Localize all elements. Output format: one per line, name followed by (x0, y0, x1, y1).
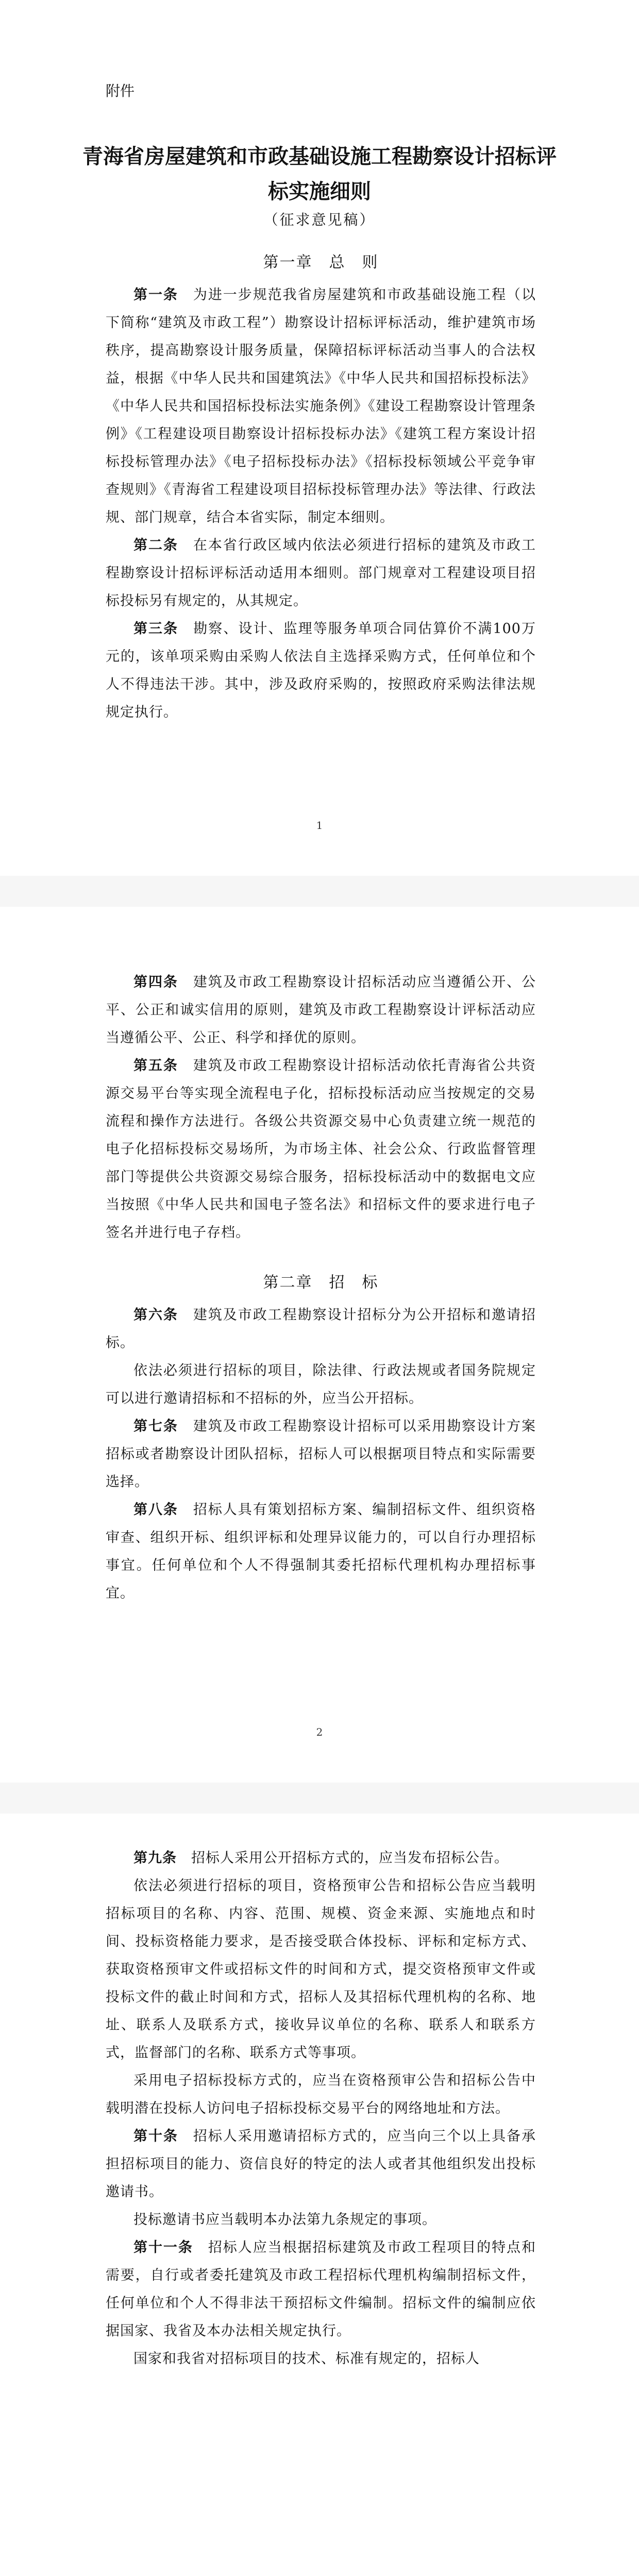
page-gap (0, 1783, 639, 1814)
article-text: 招标人应当根据招标建筑及市政工程项目的特点和需要，自行或者委托建筑及市政工程招标代理机构编制招标文件，任何单位和个人不得非法干预招标文件编制。招标文件的编制应依据国家、我省及本办法相关规定执行。 (106, 2240, 536, 2339)
article-number: 第十一条 (133, 2240, 193, 2256)
chapter-2-title: 第二章 招 标 (263, 1274, 379, 1292)
page-3-body (106, 1844, 536, 2373)
article-text: 建筑及市政工程勘察设计招标可以采用勘察设计方案招标或者勘察设计团队招标，招标人可以根据项目特点和实际需要选择。 (106, 1418, 536, 1490)
attachment-label: 附件 (106, 82, 135, 99)
article-number: 第五条 (133, 1058, 178, 1074)
article-1 (106, 281, 536, 532)
article-2 (106, 532, 536, 615)
article-9 (106, 1844, 536, 1872)
chapter-1-title: 第一章 总 则 (263, 253, 379, 272)
article-text: 建筑及市政工程勘察设计招标活动依托青海省公共资源交易平台等实现全流程电子化，招标投标活动应当按规定的交易流程和操作方法进行。各级公共资源交易中心负责建立统一规范的电子化招标投标交易场所，为市场主体、社会公众、行政监督管理部门等提供公共资源交易综合服务，招标投标活动中的数据电文应当按照《中华人民共和国电子签名法》和招标文件的要求进行电子签名并进行电子存档。 (106, 1058, 536, 1241)
article-11 (106, 2234, 536, 2345)
article-number: 第九条 (133, 1850, 177, 1866)
article-number: 第七条 (133, 1418, 178, 1434)
article-text: 招标人采用邀请招标方式的，应当向三个以上具备承担招标项目的能力、资信良好的特定的法人或者其他组织发出投标邀请书。 (106, 2128, 536, 2200)
article-10-paragraph-2: 投标邀请书应当载明本办法第九条规定的事项。 (133, 2212, 436, 2228)
article-text: 为进一步规范我省房屋建筑和市政基础设施工程（以下简称“建筑及市政工程”）勘察设计招标评标活动，维护建筑市场秩序，提高勘察设计服务质量，保障招标评标活动当事人的合法权益，根据《中华人民共和国建筑法》《中华人民共和国招标投标法》《中华人民共和国招标投标法实施条例》《建设工程勘察设计管理条例》《工程建设项目勘察设计招标投标办法》《建筑工程方案设计招标投标管理办法》《电子招标投标办法》《招标投标领域公平竞争审查规则》《青海省工程建设项目招标投标管理办法》等法律、行政法规、部门规章，结合本省实际，制定本细则。 (106, 287, 536, 526)
page-1 (0, 0, 639, 876)
article-number: 第六条 (133, 1307, 178, 1323)
article-number: 第八条 (133, 1502, 178, 1518)
article-text: 招标人采用公开招标方式的，应当发布招标公告。 (191, 1850, 509, 1866)
document-title: 青海省房屋建筑和市政基础设施工程勘察设计招标评标实施细则 (82, 145, 557, 204)
article-number: 第四条 (133, 974, 178, 990)
page-2-body (106, 969, 536, 1607)
article-text: 建筑及市政工程勘察设计招标分为公开招标和邀请招标。 (106, 1307, 536, 1351)
article-number: 第三条 (133, 621, 179, 637)
article-number: 第一条 (133, 287, 178, 303)
page-1-body (106, 247, 536, 726)
page-3 (0, 1814, 639, 2576)
article-text: 建筑及市政工程勘察设计招标活动应当遵循公开、公平、公正和诚实信用的原则，建筑及市政工程勘察设计评标活动应当遵循公平、公正、科学和择优的原则。 (106, 974, 536, 1046)
page-gap (0, 876, 639, 907)
article-6 (106, 1301, 536, 1357)
article-number: 第二条 (133, 537, 178, 553)
document-subtitle: （征求意见稿） (263, 211, 376, 228)
page-number: 2 (316, 1726, 323, 1738)
page-number: 1 (316, 819, 323, 832)
article-5 (106, 1052, 536, 1247)
article-3 (106, 615, 536, 726)
article-6-paragraph: 依法必须进行招标的项目，除法律、行政法规或者国务院规定可以进行邀请招标和不招标的外，应当公开招标。 (106, 1363, 536, 1406)
article-9-paragraph-2: 依法必须进行招标的项目，资格预审公告和招标公告应当载明招标项目的名称、内容、范围、规模、资金来源、实施地点和时间、投标资格能力要求，是否接受联合体投标、评标和定标方式、获取资格预审文件或招标文件的时间和方式，提交资格预审文件或投标文件的截止时间和方式，招标人及其招标代理机构的名称、地址、联系人及联系方式，接收异议单位的名称、联系人和联系方式，监督部门的名称、联系方式等事项。 (106, 1878, 536, 2061)
article-4 (106, 969, 536, 1052)
article-number: 第十条 (133, 2128, 178, 2144)
page-2 (0, 907, 639, 1783)
article-text: 招标人具有策划招标方案、编制招标文件、组织资格审查、组织开标、组织评标和处理异议能力的，可以自行办理招标事宜。任何单位和个人不得强制其委托招标代理机构办理招标事宜。 (106, 1502, 536, 1601)
article-7 (106, 1413, 536, 1496)
article-text: 在本省行政区域内依法必须进行招标的建筑及市政工程勘察设计招标评标活动适用本细则。部门规章对工程建设项目招标投标另有规定的，从其规定。 (106, 537, 536, 609)
article-10 (106, 2123, 536, 2206)
article-9-paragraph-3: 采用电子招标投标方式的，应当在资格预审公告和招标公告中载明潜在投标人访问电子招标投标交易平台的网络地址和方法。 (106, 2073, 536, 2116)
article-11-paragraph-2: 国家和我省对招标项目的技术、标准有规定的，招标人 (133, 2351, 480, 2367)
article-text: 勘察、设计、监理等服务单项合同估算价不满100万元的，该单项采购由采购人依法自主选择采购方式，任何单位和个人不得违法干涉。其中，涉及政府采购的，按照政府采购法律法规规定执行。 (106, 621, 536, 720)
article-8 (106, 1496, 536, 1607)
